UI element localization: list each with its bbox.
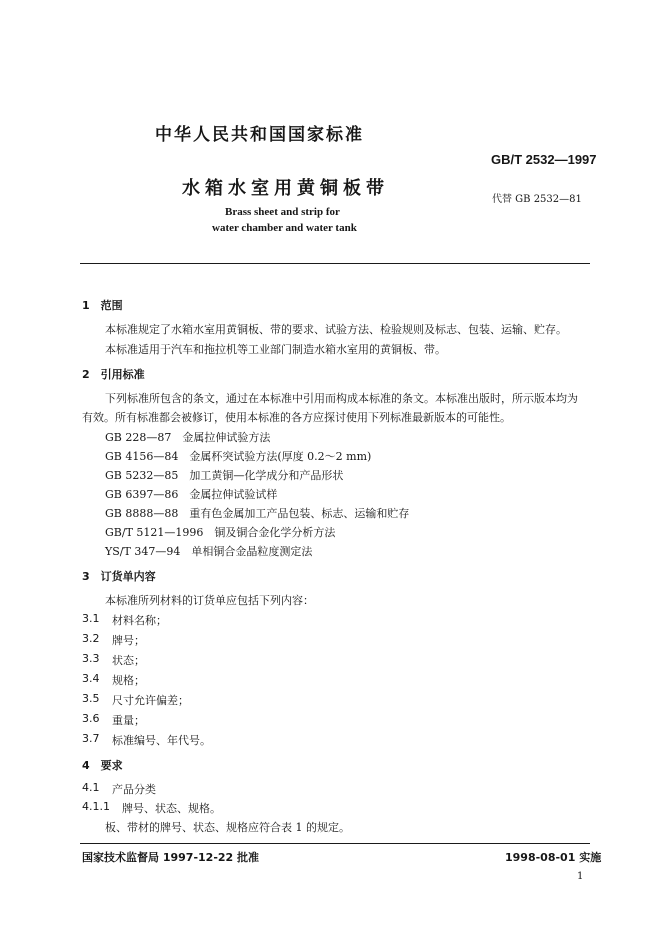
section2-heading: 2 引用标准 xyxy=(82,368,145,381)
list-item-text: 重量； xyxy=(112,714,145,727)
section4-para: 板、带材的牌号、状态、规格应符合表 1 的规定。 xyxy=(105,821,350,834)
reference-item: GB/T 5121—1996 铜及铜合金化学分析方法 xyxy=(105,526,336,539)
section2-para-line1: 下列标准所包含的条文，通过在本标准中引用而构成本标准的条文。本标准出版时，所示版本均为 xyxy=(105,392,578,405)
header-rule xyxy=(80,263,590,264)
section1-para2: 本标准适用于汽车和拖拉机等工业部门制造水箱水室用的黄铜板、带。 xyxy=(105,343,446,356)
list-item-number: 3.6 xyxy=(82,712,100,725)
subsection-number: 4.1 xyxy=(82,781,100,794)
reference-item: GB 228—87 金属拉伸试验方法 xyxy=(105,431,271,444)
list-item-number: 3.3 xyxy=(82,652,100,665)
list-item-number: 3.7 xyxy=(82,732,100,745)
list-item-text: 材料名称； xyxy=(112,614,167,627)
reference-item: GB 5232—85 加工黄铜—化学成分和产品形状 xyxy=(105,469,344,482)
section2-para-line2: 有效。所有标准都会被修订，使用本标准的各方应探讨使用下列标准最新版本的可能性。 xyxy=(82,411,511,424)
footer-rule xyxy=(80,843,590,844)
document-title: 水箱水室用黄铜板带 xyxy=(182,178,389,199)
section1-heading: 1 范围 xyxy=(82,299,123,312)
reference-item: GB 4156—84 金属杯突试验方法(厚度 0.2～2 mm) xyxy=(105,450,372,463)
section3-heading: 3 订货单内容 xyxy=(82,570,156,583)
subsection-number: 4.1.1 xyxy=(82,800,110,813)
english-title-line2: water chamber and water tank xyxy=(212,222,357,234)
standard-code: GB/T 2532—1997 xyxy=(491,152,597,167)
subsection-title: 产品分类 xyxy=(112,783,156,796)
list-item-text: 标准编号、年代号。 xyxy=(112,734,211,747)
national-standard-heading: 中华人民共和国国家标准 xyxy=(155,125,364,145)
list-item-number: 3.1 xyxy=(82,612,100,625)
page-number: 1 xyxy=(577,871,584,882)
list-item-text: 牌号； xyxy=(112,634,145,647)
implementation-date: 1998-08-01 实施 xyxy=(505,851,602,864)
list-item-text: 状态； xyxy=(112,654,145,667)
list-item-number: 3.4 xyxy=(82,672,100,685)
reference-item: GB 8888—88 重有色金属加工产品包装、标志、运输和贮存 xyxy=(105,507,410,520)
subsection-title: 牌号、状态、规格。 xyxy=(122,802,221,815)
replaces-note: 代替 GB 2532—81 xyxy=(492,194,582,205)
section1-para1: 本标准规定了水箱水室用黄铜板、带的要求、试验方法、检验规则及标志、包装、运输、贮存。 xyxy=(105,323,567,336)
section4-heading: 4 要求 xyxy=(82,759,123,772)
list-item-text: 尺寸允许偏差； xyxy=(112,694,189,707)
approval-date: 国家技术监督局 1997-12-22 批准 xyxy=(82,851,260,864)
english-title-line1: Brass sheet and strip for xyxy=(225,206,340,218)
list-item-number: 3.2 xyxy=(82,632,100,645)
list-item-text: 规格； xyxy=(112,674,145,687)
reference-item: YS/T 347—94 单相铜合金晶粒度测定法 xyxy=(105,545,313,558)
reference-item: GB 6397—86 金属拉伸试验试样 xyxy=(105,488,278,501)
list-item-number: 3.5 xyxy=(82,692,100,705)
section3-intro: 本标准所列材料的订货单应包括下列内容： xyxy=(105,594,314,607)
